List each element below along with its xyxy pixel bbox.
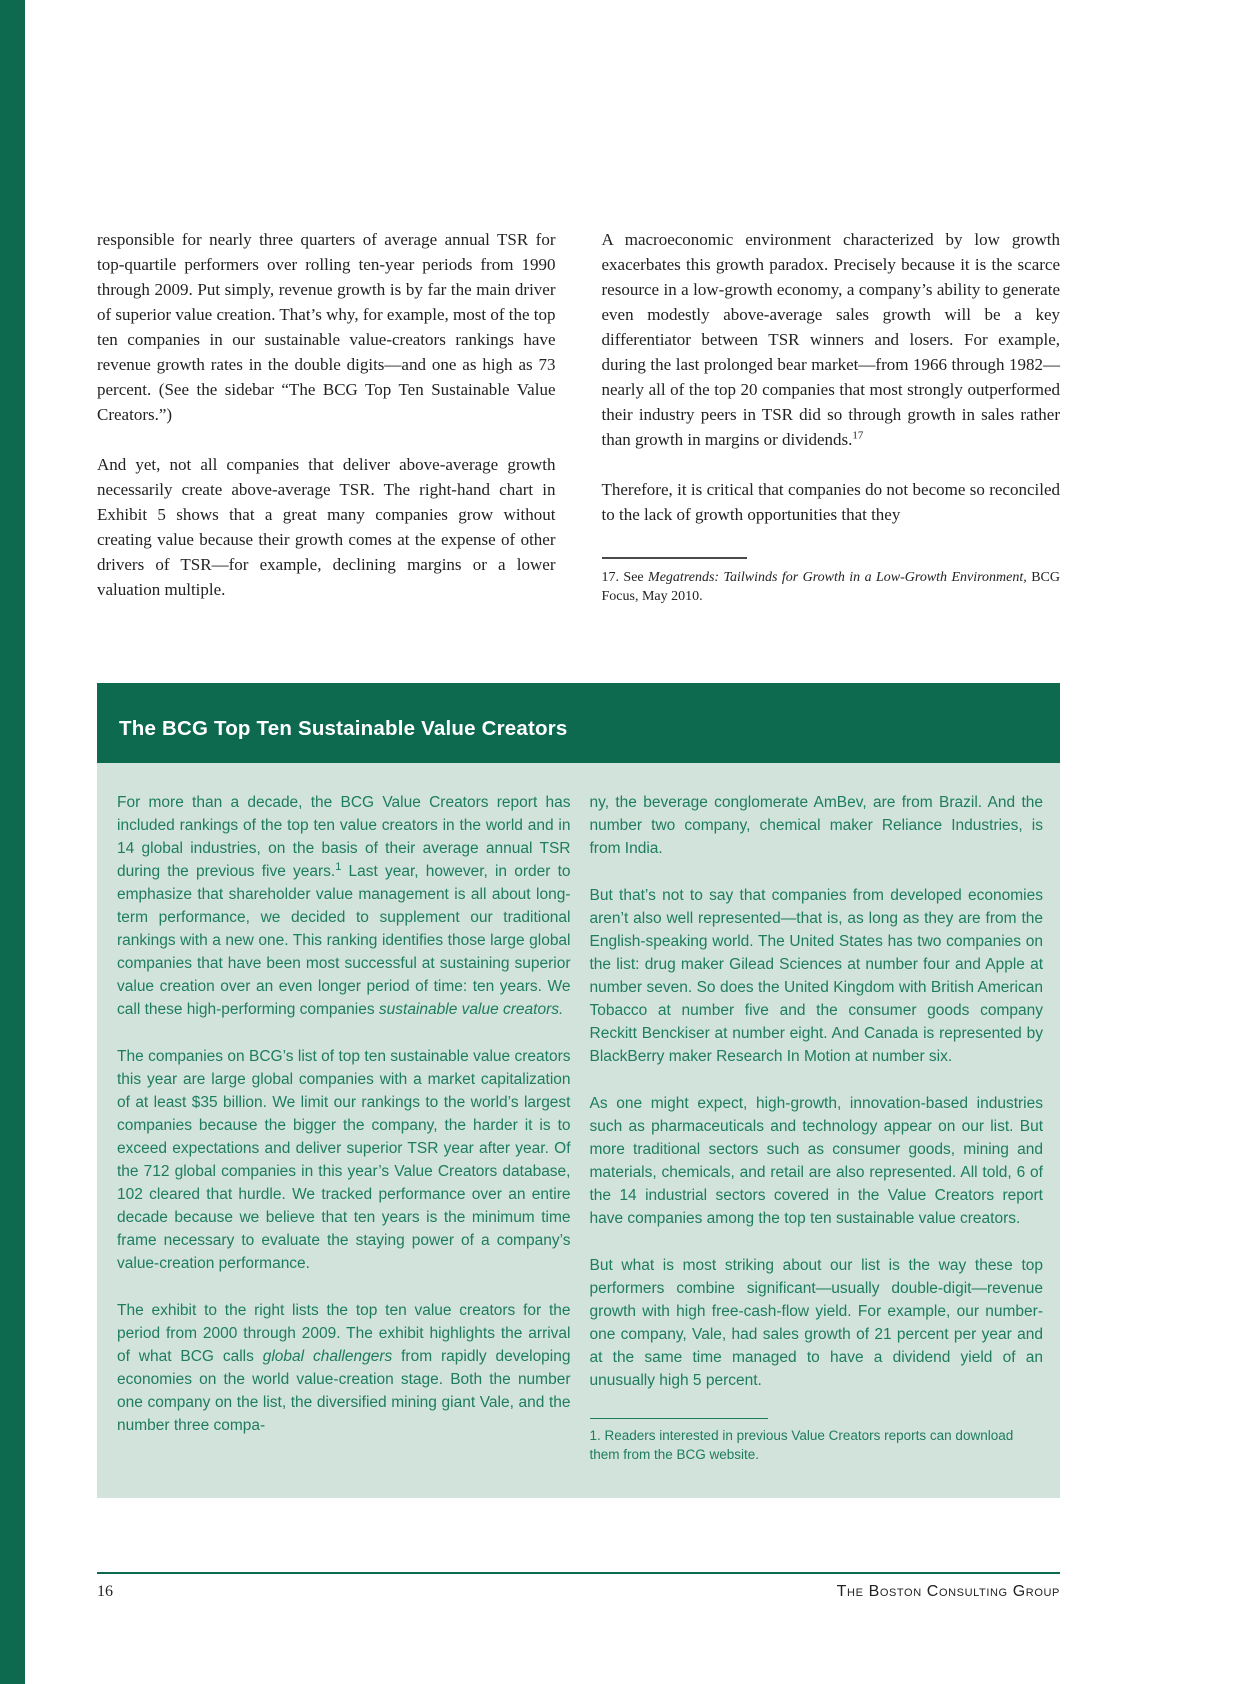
text-run: As one might expect, high-growth, innovation-based industries such as pharmaceuticals and technology appear on our list. But more traditional sectors such as consumer goods, mining and materials, chemicals, and retail are also represented. All told, 6 of the 14 industrial sectors covered in the Value Creators report have companies among the top ten sustainable value creators.: [589, 1095, 1043, 1227]
text-run: sustainable value creators.: [378, 1001, 564, 1018]
page-number: 16: [97, 1583, 113, 1600]
text-run: Megatrends: Tailwinds for Growth in a Low-Growth Environment,: [648, 570, 1027, 585]
text-run: global challengers: [262, 1348, 393, 1365]
sidebar-footnote: [590, 1418, 1044, 1464]
paragraph: [117, 1299, 571, 1437]
footnote-marker: 1: [335, 860, 342, 873]
sidebar-box: [97, 683, 1060, 1498]
text-run: But that’s not to say that companies from developed economies aren’t also well represented—that is, as long as they are from the English-speaking world. The United States has two companies on the list: drug maker Gilead Sciences at number four and Apple at number seven. So does the United Kingdom with British American Tobacco at number five and the consumer goods company Reckitt Benckiser at number eight. And Canada is represented by BlackBerry maker Research In Motion at number six.: [589, 887, 1043, 1065]
sidebar-column-right: [590, 791, 1044, 1464]
paragraph: [590, 1092, 1044, 1230]
article-column-left: [97, 227, 556, 683]
article-body: [97, 0, 1060, 683]
page-footer: [97, 1572, 1060, 1601]
text-run: ny, the beverage conglomerate AmBev, are from Brazil. And the number two company, chemical maker Reliance Industries, is from India.: [589, 794, 1043, 857]
text-run: 17. See: [601, 570, 649, 585]
paragraph: [602, 227, 1061, 452]
sidebar-column-left: [117, 791, 571, 1464]
paragraph: [590, 884, 1044, 1068]
paragraph: [590, 791, 1044, 860]
article-column-right: [602, 227, 1061, 683]
article-footnote: [602, 557, 1061, 606]
text-run: Therefore, it is critical that companies do not become so reconciled to the lack of growth opportunities that they: [601, 480, 1060, 524]
footnote-marker: 17: [852, 429, 864, 442]
text-run: Last year, however, in order to emphasize that shareholder value management is all about long-term performance, we decided to supplement our traditional rankings with a new one. This ranking identifies those large global companies that have been most successful at sustaining superior value creation over an even longer period of time: ten years. We call these high-performing companies: [117, 863, 571, 1018]
text-run: BCG Focus, May 2010.: [601, 570, 1060, 604]
article-column-right-text: [602, 227, 1061, 527]
text-run: from rapidly developing economies on the world value-creation stage. Both the number one company on the list, the diversified mining giant Vale, and the number three compa-: [117, 1348, 571, 1434]
paragraph: [97, 227, 556, 427]
text-run: A macroeconomic environment characterized by low growth exacerbates this growth paradox. Precisely because it is the scarce resource in a low-growth economy, a company’s ability to generate even modestly above-average sales growth will be a key differentiator between TSR winners and losers. For example, during the last prolonged bear market—from 1966 through 1982—nearly all of the top 20 companies that most strongly outperformed their industry peers in TSR did so through growth in sales rather than growth in margins or dividends.: [601, 230, 1060, 449]
page-edge-stripe: [0, 0, 25, 1684]
text-run: responsible for nearly three quarters of average annual TSR for top-quartile performers over rolling ten-year periods from 1990 through 2009. Put simply, revenue growth is by far the main driver of superior value creation. That’s why, for example, most of the top ten companies in our sustainable value-creators rankings have revenue growth rates in the double digits—and one as high as 73 percent. (See the sidebar “The BCG Top Ten Sustainable Value Creators.”): [97, 230, 556, 424]
sidebar-title-bar: [97, 683, 1060, 763]
paragraph: [117, 1045, 571, 1275]
text-run: The exhibit to the right lists the top ten value creators for the period from 2000 through 2009. The exhibit highlights the arrival of what BCG calls: [117, 1302, 571, 1365]
paragraph: [117, 791, 571, 1021]
sidebar-column-right-text: [590, 791, 1044, 1392]
footer-brand: The Boston Consulting Group: [836, 1583, 1060, 1600]
text-run: And yet, not all companies that deliver above-average growth necessarily create above-average TSR. The right-hand chart in Exhibit 5 shows that a great many companies grow without creating value because their growth comes at the expense of other drivers of TSR—for example, declining margins or a lower valuation multiple.: [97, 455, 556, 599]
sidebar-body: [97, 763, 1060, 1498]
text-run: 1. Readers interested in previous Value Creators reports can download them from the BCG website.: [589, 1428, 1014, 1462]
sidebar-title: The BCG Top Ten Sustainable Value Creators: [119, 717, 568, 740]
paragraph: [590, 1254, 1044, 1392]
paragraph: [590, 1427, 1044, 1464]
text-run: For more than a decade, the BCG Value Creators report has included rankings of the top ten value creators in the world and in 14 global industries, on the basis of their average annual TSR during the previous five years.: [117, 794, 571, 880]
paragraph: [602, 568, 1061, 606]
paragraph: [602, 477, 1061, 527]
page-content: [97, 0, 1060, 1498]
paragraph: [97, 452, 556, 602]
text-run: But what is most striking about our list is the way these top performers combine significant—usually double-digit—revenue growth with high free-cash-flow yield. For example, our number-one company, Vale, had sales growth of 21 percent per year and at the same time managed to have a dividend yield of an unusually high 5 percent.: [589, 1257, 1043, 1389]
text-run: The companies on BCG’s list of top ten sustainable value creators this year are large global companies with a market capitalization of at least $35 billion. We limit our rankings to the world’s largest companies because the bigger the company, the harder it is to exceed expectations and deliver superior TSR year after year. Of the 712 global companies in this year’s Value Creators database, 102 cleared that hurdle. We tracked performance over an entire decade because we believe that ten years is the minimum time frame necessary to evaluate the staying power of a company’s value-creation performance.: [117, 1048, 571, 1272]
